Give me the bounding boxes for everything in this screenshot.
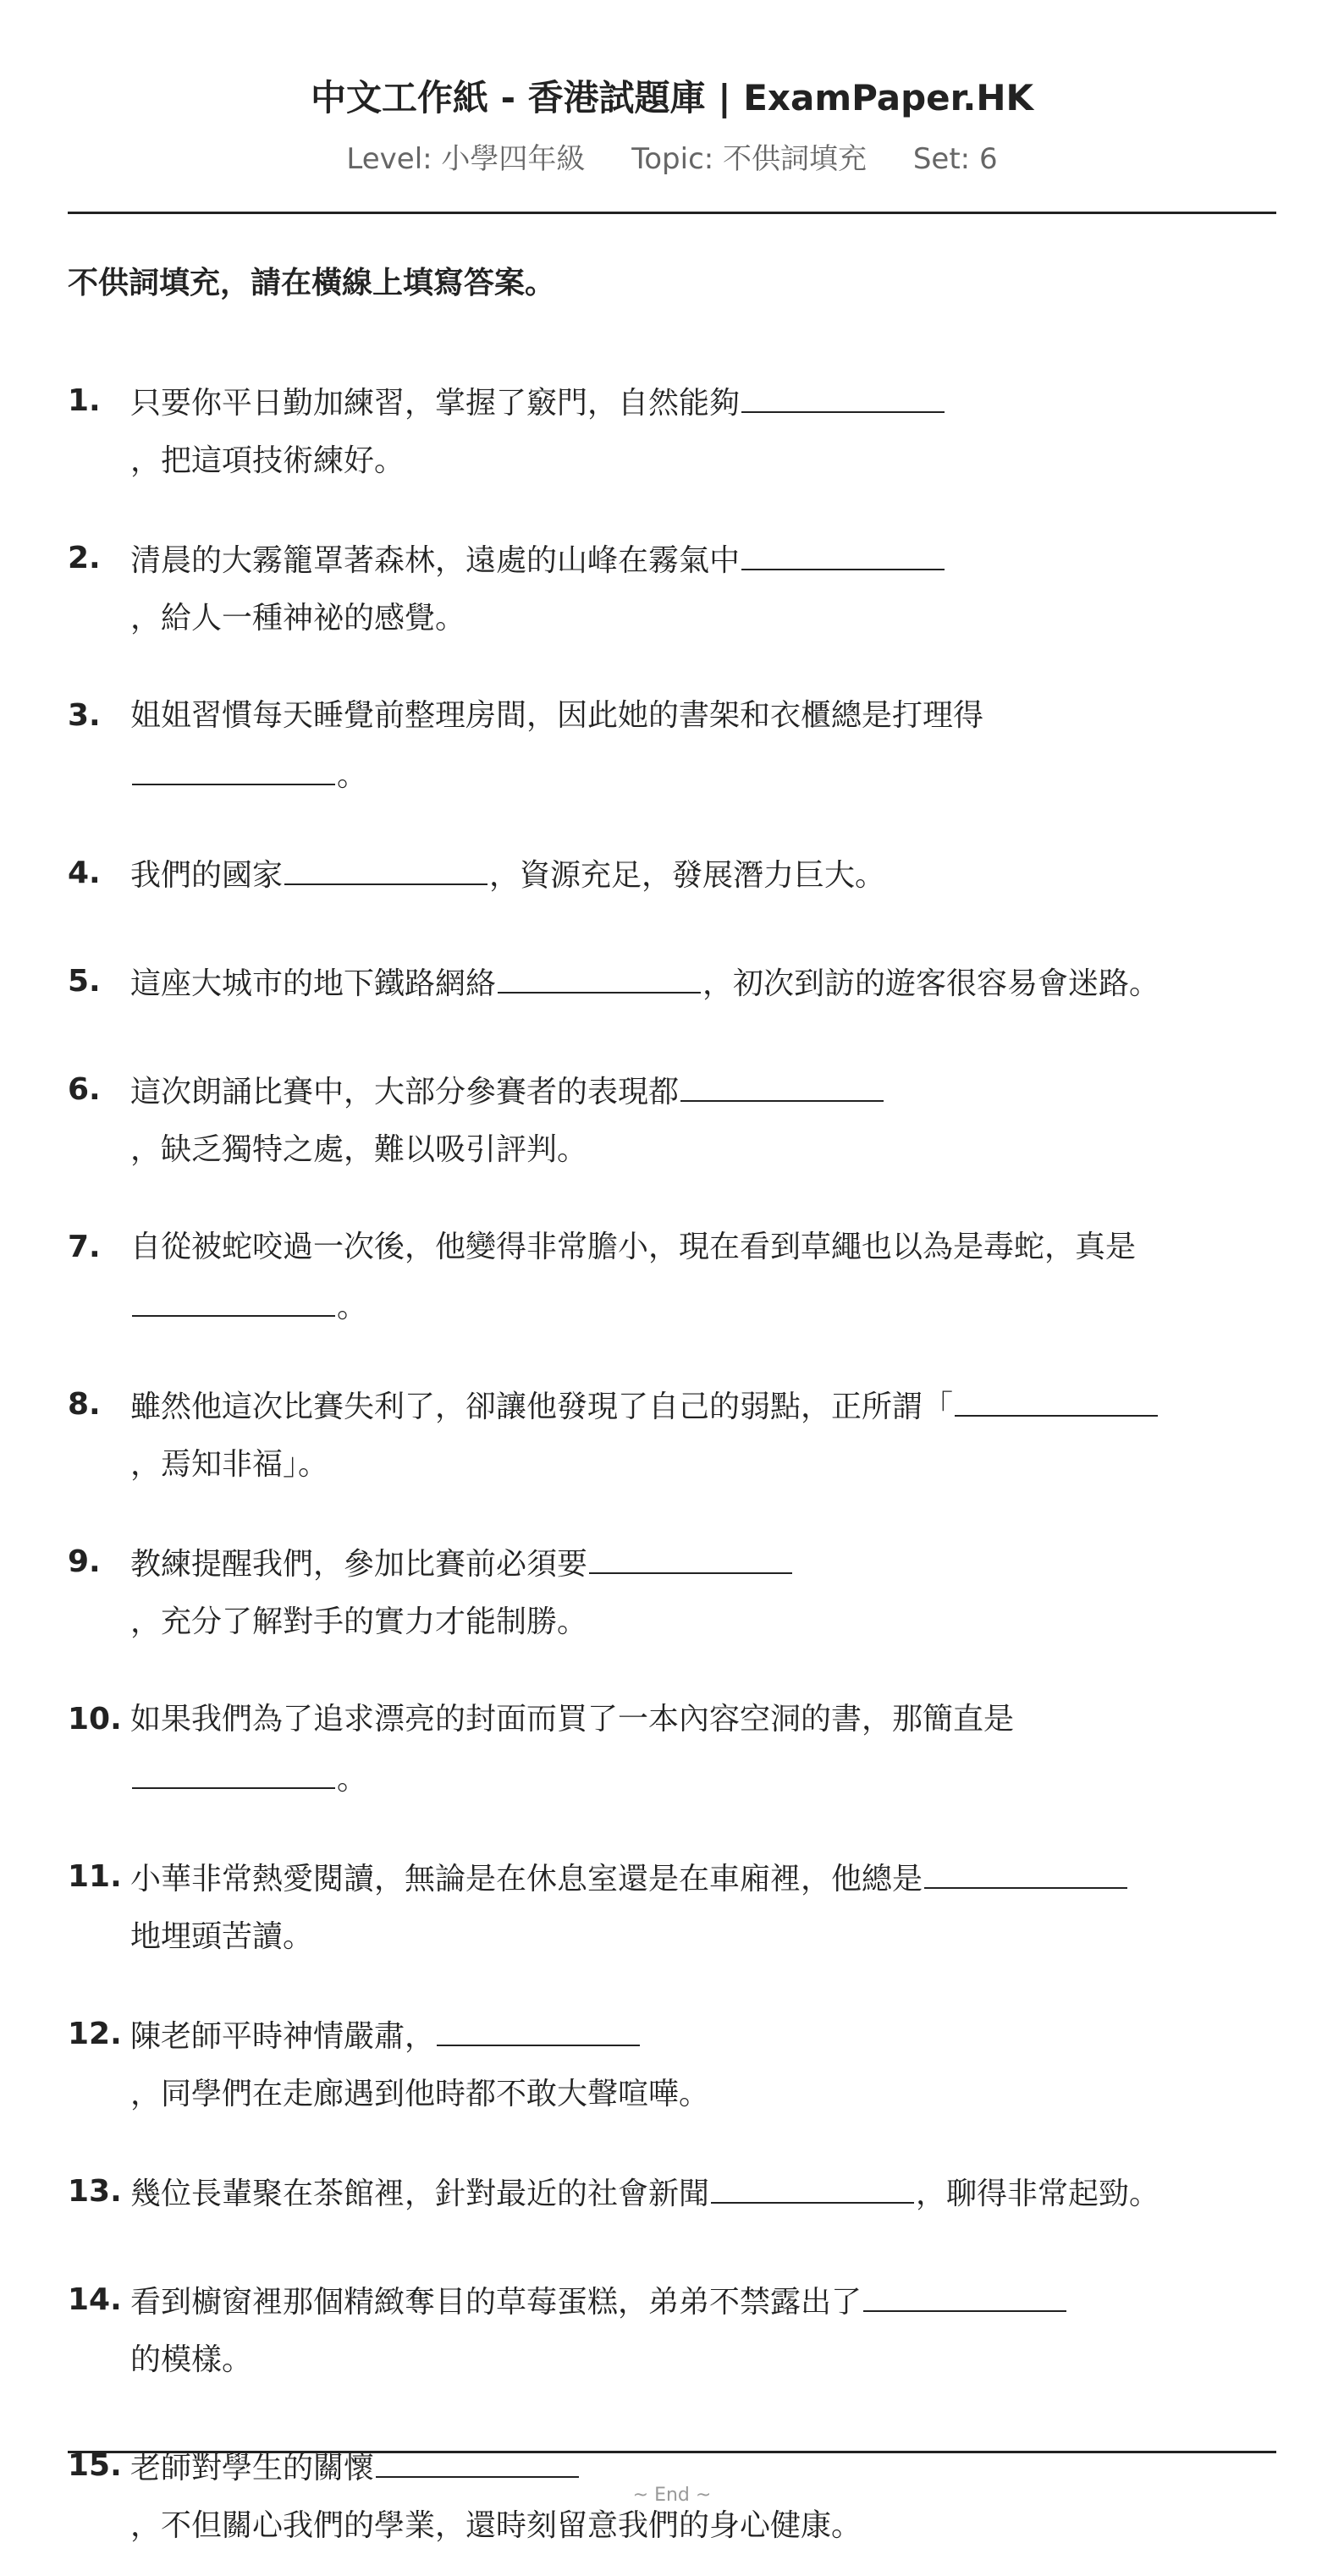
question-11 — [68, 1848, 1276, 1966]
end-marker: ~ End ~ — [632, 2485, 712, 2506]
answer-blank[interactable] — [376, 2437, 579, 2478]
question-number: 3. — [68, 698, 101, 733]
answer-blank[interactable] — [711, 2163, 914, 2204]
answer-blank[interactable] — [498, 953, 701, 994]
question-number: 11. — [68, 1859, 122, 1894]
question-text-before: 小華非常熱愛閱讀，無論是在休息室還是在車廂裡，他總是 — [130, 1862, 923, 1896]
question-text-before: 這次朗誦比賽中，大部分參賽者的表現都 — [130, 1075, 680, 1109]
question-text-before: 只要你平日勤加練習，掌握了竅門，自然能夠 — [130, 386, 741, 421]
question-4 — [68, 845, 1276, 905]
question-number: 4. — [68, 856, 101, 890]
topic-label: Topic: 不供詞填充 — [631, 142, 868, 176]
footer-divider — [68, 2451, 1276, 2453]
answer-blank[interactable] — [924, 1848, 1127, 1889]
question-5 — [68, 953, 1276, 1013]
question-text-after: 。 — [337, 758, 368, 793]
question-14 — [68, 2271, 1276, 2389]
question-text-after: ，同學們在走廊遇到他時都不敢大聲喧嘩。 — [130, 2077, 710, 2111]
question-text-after: ，給人一種神祕的感覺。 — [130, 601, 466, 636]
answer-blank[interactable] — [741, 530, 945, 570]
question-9 — [68, 1533, 1276, 1651]
answer-blank[interactable] — [132, 745, 335, 785]
question-text-before: 姐姐習慣每天睡覺前整理房間，因此她的書架和衣櫃總是打理得 — [130, 698, 984, 733]
question-2 — [68, 530, 1276, 647]
answer-blank[interactable] — [741, 372, 945, 413]
question-number: 7. — [68, 1230, 101, 1264]
question-8 — [68, 1376, 1276, 1494]
question-text-before: 自從被蛇咬過一次後，他變得非常膽小，現在看到草繩也以為是毒蛇，真是 — [130, 1230, 1137, 1264]
question-text-before: 陳老師平時神情嚴肅， — [130, 2019, 436, 2054]
question-number: 10. — [68, 1702, 122, 1737]
answer-blank[interactable] — [589, 1533, 792, 1574]
question-text-after: ，不但關心我們的學業，還時刻留意我們的身心健康。 — [130, 2508, 862, 2543]
question-number: 14. — [68, 2282, 122, 2317]
question-text-after: 。 — [337, 1762, 368, 1797]
question-number: 12. — [68, 2017, 122, 2051]
question-text-before: 看到櫥窗裡那個精緻奪目的草莓蛋糕，弟弟不禁露出了 — [130, 2285, 862, 2320]
question-text-before: 雖然他這次比賽失利了，卻讓他發現了自己的弱點，正所謂「 — [130, 1390, 954, 1424]
question-text-after: 的模樣。 — [130, 2342, 253, 2377]
question-text-before: 我們的國家 — [130, 858, 284, 893]
question-text-after: ，把這項技術練好。 — [130, 443, 405, 478]
question-text-after: ，充分了解對手的實力才能制勝。 — [130, 1604, 588, 1639]
question-number: 2. — [68, 541, 101, 575]
question-text-after: ，聊得非常起勁。 — [916, 2177, 1160, 2211]
question-number: 1. — [68, 383, 101, 418]
header-divider — [68, 212, 1276, 214]
question-text-after: ，焉知非福」。 — [130, 1447, 329, 1482]
answer-blank[interactable] — [437, 2006, 640, 2046]
question-text-before: 如果我們為了追求漂亮的封面而買了一本內容空洞的書，那簡直是 — [130, 1702, 1015, 1737]
question-number: 5. — [68, 964, 101, 999]
question-text-before: 幾位長輩聚在茶館裡，針對最近的社會新聞 — [130, 2177, 710, 2211]
question-12 — [68, 2006, 1276, 2123]
answer-blank[interactable] — [680, 1061, 884, 1102]
question-1 — [68, 372, 1276, 490]
question-7 — [68, 1219, 1276, 1336]
instruction-text: 不供詞填充，請在橫線上填寫答案。 — [68, 266, 556, 300]
question-text-before: 老師對學生的關懷 — [130, 2451, 375, 2485]
question-number: 8. — [68, 1387, 101, 1422]
question-text-before: 教練提醒我們，參加比賽前必須要 — [130, 1547, 588, 1582]
question-text-after: 。 — [337, 1290, 368, 1324]
question-10 — [68, 1691, 1276, 1808]
question-3 — [68, 687, 1276, 805]
question-text-before: 這座大城市的地下鐵路網絡 — [130, 966, 497, 1001]
question-13 — [68, 2163, 1276, 2223]
level-label: Level: 小學四年級 — [346, 142, 586, 176]
worksheet-header — [68, 73, 1276, 178]
answer-blank[interactable] — [955, 1376, 1158, 1417]
question-text-after: ，缺乏獨特之處，難以吸引評判。 — [130, 1132, 588, 1167]
set-label: Set: 6 — [912, 142, 998, 176]
question-text-after: 地埋頭苦讀。 — [130, 1919, 314, 1954]
worksheet-title: 中文工作紙 - 香港試題庫 | ExamPaper.HK — [310, 77, 1034, 118]
question-text-after: ，資源充足，發展潛力巨大。 — [489, 858, 886, 893]
question-text-before: 清晨的大霧籠罩著森林，遠處的山峰在霧氣中 — [130, 543, 741, 578]
worksheet-meta — [68, 140, 1276, 178]
question-number: 9. — [68, 1544, 101, 1579]
answer-blank[interactable] — [863, 2271, 1066, 2312]
question-number: 15. — [68, 2448, 122, 2483]
question-6 — [68, 1061, 1276, 1179]
question-text-after: ，初次到訪的遊客很容易會迷路。 — [702, 966, 1160, 1001]
answer-blank[interactable] — [284, 845, 487, 885]
question-number: 6. — [68, 1072, 101, 1107]
answer-blank[interactable] — [132, 1276, 335, 1317]
answer-blank[interactable] — [132, 1748, 335, 1789]
question-number: 13. — [68, 2174, 122, 2209]
